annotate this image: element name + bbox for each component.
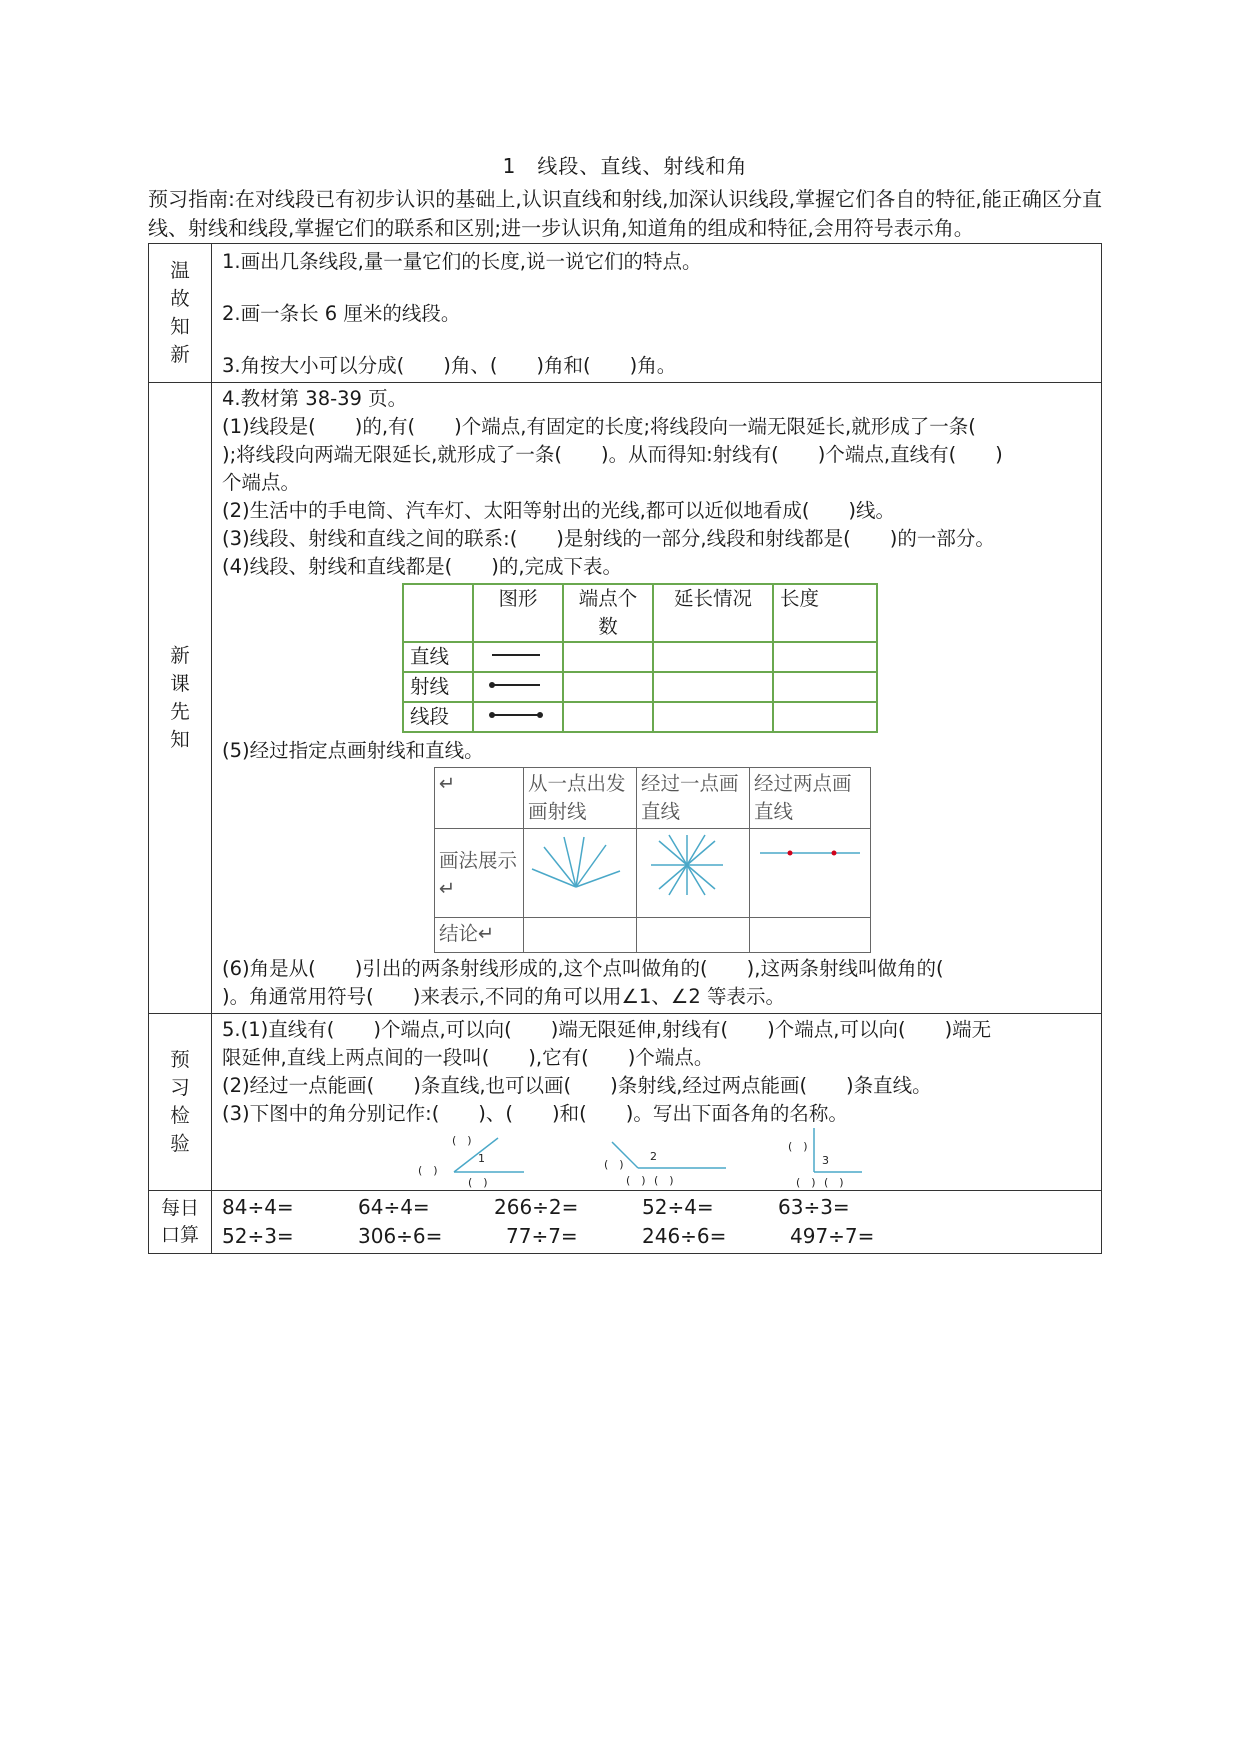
- ray-figure: [473, 672, 563, 702]
- main-table: [148, 243, 1102, 1254]
- angle-1-paren: ( ): [452, 1134, 472, 1147]
- lines-header-3: 延长情况: [653, 584, 773, 642]
- review-label: 温故知新: [149, 244, 212, 383]
- lines-table-header: [403, 584, 877, 642]
- check-body: [212, 1014, 1102, 1191]
- review-q2: 2.画一条长 6 厘米的线段。: [222, 302, 461, 325]
- new-p5: (5)经过指定点画射线和直线。: [222, 739, 484, 762]
- drawing-header: [435, 768, 871, 829]
- angle-3-paren: ( ): [824, 1176, 844, 1188]
- drawing-conclusion-label: 结论↵: [435, 918, 524, 953]
- angle-2-label: 2: [650, 1150, 657, 1163]
- check-p3: (3)下图中的角分别记作:( )、( )和( )。写出下面各角的名称。: [222, 1102, 848, 1125]
- calc-item: 306÷6=: [358, 1224, 443, 1248]
- calc-line-1: [222, 1193, 1091, 1222]
- drawing-demo-row: [435, 829, 871, 918]
- drawing-header-3: 经过两点画直线: [750, 768, 871, 829]
- lines-row-label: 射线: [403, 672, 473, 702]
- calc-item: 84÷4=: [222, 1195, 294, 1219]
- new-p1a: (1)线段是( )的,有( )个端点,有固定的长度;将线段向一端无限延长,就形成了一条(: [222, 415, 976, 438]
- drawing-table: [434, 767, 871, 953]
- review-body: [212, 244, 1102, 383]
- angle-1-label: 1: [478, 1152, 485, 1165]
- angle-1-paren: ( ): [418, 1164, 438, 1177]
- calc-item: 52÷4=: [642, 1195, 714, 1219]
- lines-header-2: 端点个数: [563, 584, 653, 642]
- drawing-demo-label: 画法展示↵: [435, 829, 524, 918]
- angle-2-paren: ( ): [654, 1174, 674, 1187]
- lines-header-0: [403, 584, 473, 642]
- angle-1-paren: ( ): [468, 1176, 488, 1188]
- calc-item: 497÷7=: [790, 1224, 875, 1248]
- lines-through-point-figure: [637, 829, 750, 918]
- new-p1c: 个端点。: [222, 471, 301, 494]
- lines-header-1: 图形: [473, 584, 563, 642]
- calc-item: 52÷3=: [222, 1224, 294, 1248]
- calc-item: 246÷6=: [642, 1224, 727, 1248]
- lines-table: [402, 583, 878, 733]
- calc-body: [212, 1191, 1102, 1254]
- lines-row-label: 线段: [403, 702, 473, 732]
- drawing-header-2: 经过一点画直线: [637, 768, 750, 829]
- new-q4: 4.教材第 38-39 页。: [222, 387, 408, 410]
- angles-figure: [222, 1128, 1091, 1188]
- review-q3: 3.角按大小可以分成( )角、( )角和( )角。: [222, 354, 677, 377]
- lines-row-segment: [403, 702, 877, 732]
- line-figure: [473, 642, 563, 672]
- angle-3-paren: ( ): [788, 1140, 808, 1153]
- segment-figure: [473, 702, 563, 732]
- preview-guide: 预习指南:在对线段已有初步认识的基础上,认识直线和射线,加深认识线段,掌握它们各自的特征,能正确区分直线、射线和线段,掌握它们的联系和区别;进一步认识角,知道角的组成和特征,会用符号表示角。: [148, 187, 1102, 240]
- new-p6a: (6)角是从( )引出的两条射线形成的,这个点叫做角的( ),这两条射线叫做角的(: [222, 957, 944, 980]
- new-p1b: );将线段向两端无限延长,就形成了一条( )。从而得知:射线有( )个端点,直线有( ): [222, 443, 1003, 466]
- review-row: [149, 244, 1102, 383]
- new-p4: (4)线段、射线和直线都是( )的,完成下表。: [222, 555, 623, 578]
- calc-item: 266÷2=: [494, 1195, 579, 1219]
- new-p2: (2)生活中的手电筒、汽车灯、太阳等射出的光线,都可以近似地看成( )线。: [222, 499, 896, 522]
- lines-row-ray: [403, 672, 877, 702]
- drawing-header-1: 从一点出发画射线: [524, 768, 637, 829]
- new-body: [212, 383, 1102, 1014]
- new-row: [149, 383, 1102, 1014]
- new-p3: (3)线段、射线和直线之间的联系:( )是射线的一部分,线段和射线都是( )的一部分。: [222, 527, 995, 550]
- check-p1b: 限延伸,直线上两点间的一段叫( ),它有( )个端点。: [222, 1046, 714, 1069]
- rays-from-point-figure: [524, 829, 637, 918]
- angle-3-paren: ( ): [796, 1176, 816, 1188]
- lines-row-line: [403, 642, 877, 672]
- calc-item: 77÷7=: [506, 1224, 578, 1248]
- check-p2: (2)经过一点能画( )条直线,也可以画( )条射线,经过两点能画( )条直线。: [222, 1074, 932, 1097]
- new-p6b: )。角通常用符号( )来表示,不同的角可以用∠1、∠2 等表示。: [222, 985, 785, 1008]
- calc-row: [149, 1191, 1102, 1254]
- angle-3-label: 3: [822, 1154, 829, 1167]
- check-row: [149, 1014, 1102, 1191]
- review-q1: 1.画出几条线段,量一量它们的长度,说一说它们的特点。: [222, 250, 702, 273]
- angle-2-paren: ( ): [604, 1158, 624, 1171]
- drawing-header-0: ↵: [435, 768, 524, 829]
- lines-row-label: 直线: [403, 642, 473, 672]
- angle-2-figure: [612, 1142, 726, 1168]
- calc-label: 每日口算: [149, 1191, 212, 1254]
- lines-header-4: 长度: [773, 584, 877, 642]
- worksheet-page: [148, 150, 1102, 1254]
- calc-line-2: [222, 1222, 1091, 1251]
- check-label: 预习检验: [149, 1014, 212, 1191]
- calc-item: 63÷3=: [778, 1195, 850, 1219]
- drawing-conclusion-row: [435, 918, 871, 953]
- new-label: 新课先知: [149, 383, 212, 1014]
- line-through-two-points-figure: [750, 829, 871, 918]
- calc-item: 64÷4=: [358, 1195, 430, 1219]
- check-p1a: 5.(1)直线有( )个端点,可以向( )端无限延伸,射线有( )个端点,可以向( )端无: [222, 1018, 992, 1041]
- angle-2-paren: ( ): [626, 1174, 646, 1187]
- page-title: 1 线段、直线、射线和角: [502, 154, 748, 178]
